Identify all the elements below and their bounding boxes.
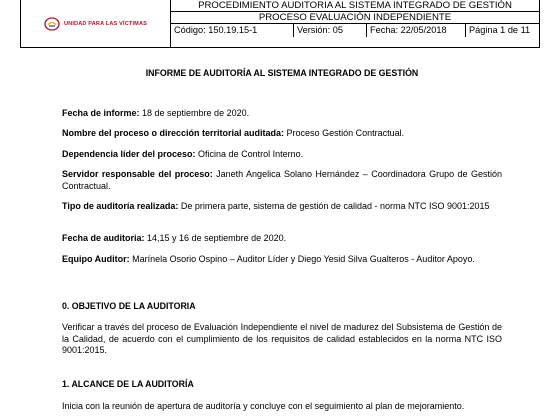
field-servidor-responsable: [62, 169, 502, 192]
field-value: 14,15 y 16 de septiembre de 2020.: [144, 233, 287, 243]
section-alcance-title: 1. ALCANCE DE LA AUDITORÍA: [62, 379, 194, 389]
document-code: Código: 150.19.15-1: [171, 24, 294, 37]
field-value: Proceso Gestión Contractual.: [284, 128, 405, 138]
process-title: PROCESO EVALUACIÓN INDEPENDIENTE: [171, 12, 539, 24]
field-label: Servidor responsable del proceso:: [62, 169, 213, 179]
field-value: 18 de septiembre de 2020.: [139, 108, 250, 118]
document-version: Versión: 05: [294, 24, 367, 37]
header-meta-row: [171, 24, 539, 37]
field-equipo-auditor: [62, 254, 502, 266]
field-fecha-informe: [62, 108, 502, 120]
report-title: INFORME DE AUDITORÍA AL SISTEMA INTEGRADO DE GESTIÓN: [145, 68, 419, 78]
document-date: Fecha: 22/05/2018: [367, 24, 466, 37]
section-objetivo-text: Verificar a través del proceso de Evaluación Independiente el nivel de madurez del Subsistema de Gestión de la Calidad, de acuerdo con el cumplimiento de los requisitos de calidad establecidos en la norma NTC ISO 9001:2015.: [62, 322, 502, 355]
section-objetivo-title: 0. OBJETIVO DE LA AUDITORIA: [62, 301, 196, 311]
field-label: Equipo Auditor:: [62, 254, 130, 264]
field-dependencia: [62, 149, 502, 161]
field-label: Tipo de auditoría realizada:: [62, 201, 179, 211]
field-label: Fecha de informe:: [62, 108, 140, 118]
page-number: Página 1 de 11: [469, 25, 531, 35]
field-value: Oficina de Control Interno.: [195, 149, 304, 159]
unidad-victimas-logo: [44, 17, 147, 31]
field-fecha-auditoria: [62, 233, 502, 245]
seal-icon: [44, 17, 60, 31]
field-nombre-proceso: [62, 128, 502, 140]
field-value: Janeth Angelica Solano Hernández – Coordinadora Grupo de Gestión Contractual.: [62, 169, 502, 191]
field-value: Marínela Osorio Ospino – Auditor Líder y Diego Yesid Silva Gualteros - Auditor Apoyo.: [129, 254, 475, 264]
logo-cell: [21, 0, 171, 47]
section-alcance-text: Inicia con la reunión de apertura de auditoría y concluye con el seguimiento al plan de mejoramiento.: [62, 401, 465, 411]
field-value: De primera parte, sistema de gestión de calidad - norma NTC ISO 9001:2015: [178, 201, 490, 211]
field-label: Nombre del proceso o dirección territorial auditada:: [62, 128, 285, 138]
procedure-title: PROCEDIMIENTO AUDITORIA AL SISTEMA INTEGRADO DE GESTIÓN: [171, 0, 539, 12]
logo-text: UNIDAD PARA LAS VÍCTIMAS: [63, 20, 148, 27]
field-label: Fecha de auditoria:: [62, 233, 145, 243]
header-info: [171, 0, 539, 47]
field-tipo-auditoria: [62, 201, 502, 213]
field-label: Dependencia líder del proceso:: [62, 149, 196, 159]
document-header: [20, 0, 540, 48]
